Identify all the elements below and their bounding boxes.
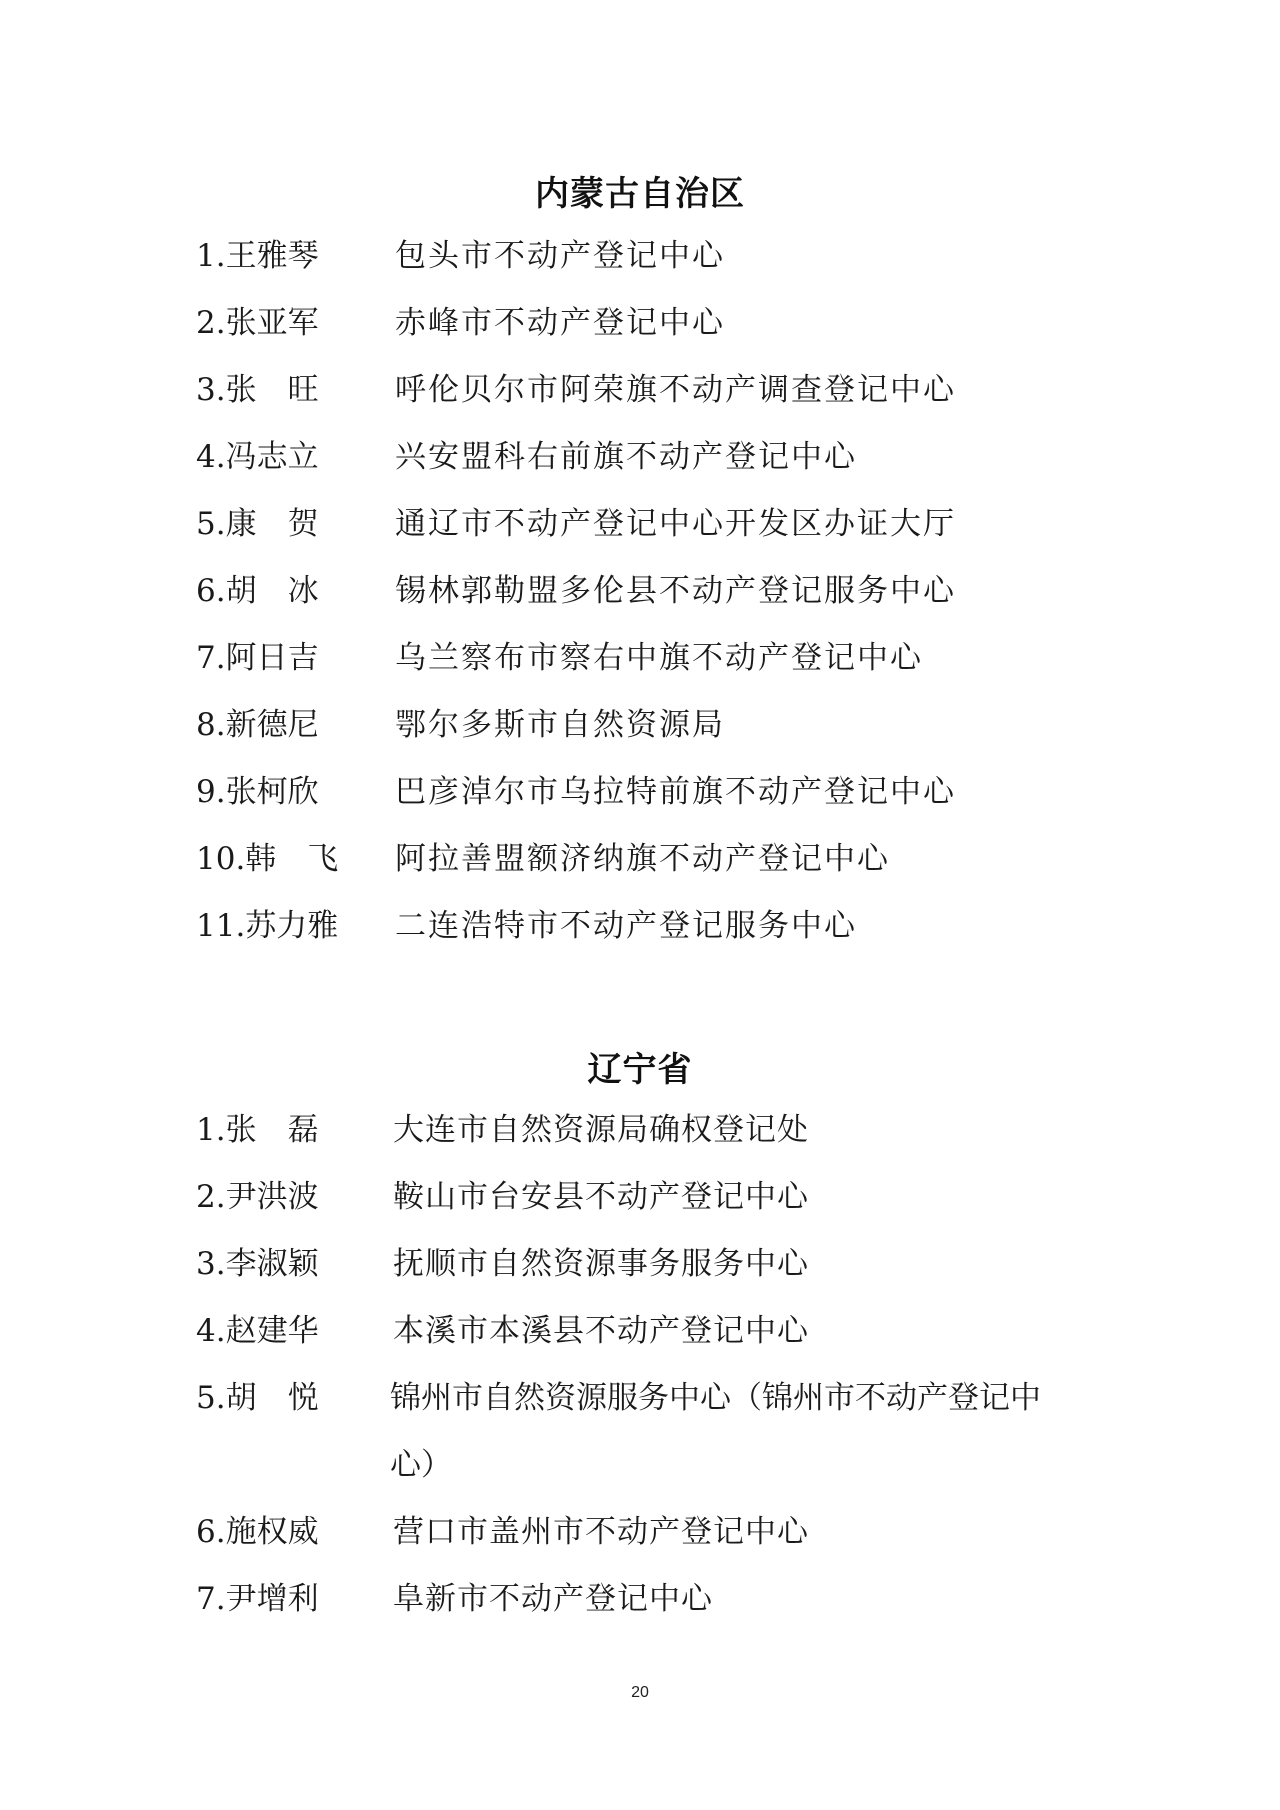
organization-continuation: 心）: [390, 1447, 452, 1483]
person-name: 3.李淑颖: [196, 1246, 319, 1282]
list-item: [0, 433, 1280, 481]
list-item: [0, 1106, 1280, 1154]
person-name: 5.胡 悦: [196, 1380, 319, 1416]
organization: 阿拉善盟额济纳旗不动产登记中心: [395, 841, 890, 877]
list-item: [0, 701, 1280, 749]
organization: 抚顺市自然资源事务服务中心: [393, 1246, 809, 1282]
person-name: 6.施权威: [196, 1514, 319, 1550]
organization: 通辽市不动产登记中心开发区办证大厅: [395, 506, 956, 542]
person-name: 1.王雅琴: [196, 238, 319, 274]
organization: 营口市盖州市不动产登记中心: [393, 1514, 809, 1550]
person-name: 4.赵建华: [196, 1313, 319, 1349]
section-title-liaoning: 辽宁省: [587, 1050, 693, 1090]
list-item: [0, 902, 1280, 950]
organization: 鞍山市台安县不动产登记中心: [393, 1179, 809, 1215]
page-number: 20: [631, 1684, 649, 1701]
organization: 呼伦贝尔市阿荣旗不动产调查登记中心: [395, 372, 956, 408]
list-item: [0, 1374, 1280, 1422]
list-item: [0, 1508, 1280, 1556]
person-name: 8.新德尼: [196, 707, 319, 743]
organization: 乌兰察布市察右中旗不动产登记中心: [395, 640, 923, 676]
list-item: [0, 1575, 1280, 1623]
organization: 包头市不动产登记中心: [395, 238, 725, 274]
list-item: [0, 500, 1280, 548]
list-item: [0, 366, 1280, 414]
list-item: [0, 567, 1280, 615]
list-item: [0, 835, 1280, 883]
organization: 鄂尔多斯市自然资源局: [395, 707, 725, 743]
list-item: [0, 299, 1280, 347]
person-name: 4.冯志立: [196, 439, 319, 475]
organization: 赤峰市不动产登记中心: [395, 305, 725, 341]
list-item: [0, 768, 1280, 816]
organization: 二连浩特市不动产登记服务中心: [395, 908, 857, 944]
organization: 阜新市不动产登记中心: [393, 1581, 713, 1617]
person-name: 7.尹增利: [196, 1581, 319, 1617]
person-name: 10.韩 飞: [196, 841, 339, 877]
person-name: 5.康 贺: [196, 506, 319, 542]
organization: 巴彦淖尔市乌拉特前旗不动产登记中心: [395, 774, 956, 810]
person-name: 1.张 磊: [196, 1112, 319, 1148]
organization: 大连市自然资源局确权登记处: [393, 1112, 809, 1148]
person-name: 11.苏力雅: [196, 908, 339, 944]
person-name: 2.尹洪波: [196, 1179, 319, 1215]
organization: 锡林郭勒盟多伦县不动产登记服务中心: [395, 573, 956, 609]
person-name: 6.胡 冰: [196, 573, 319, 609]
list-item: [0, 1173, 1280, 1221]
organization: 本溪市本溪县不动产登记中心: [393, 1313, 809, 1349]
person-name: 2.张亚军: [196, 305, 319, 341]
organization: 兴安盟科右前旗不动产登记中心: [395, 439, 857, 475]
list-item: [0, 634, 1280, 682]
person-name: 3.张 旺: [196, 372, 319, 408]
section-title-inner-mongolia: 内蒙古自治区: [535, 174, 745, 214]
list-item: [0, 1307, 1280, 1355]
person-name: 7.阿日吉: [196, 640, 319, 676]
list-item: [0, 1240, 1280, 1288]
list-item: [0, 232, 1280, 280]
organization: 锦州市自然资源服务中心（锦州市不动产登记中: [390, 1380, 1041, 1416]
person-name: 9.张柯欣: [196, 774, 319, 810]
